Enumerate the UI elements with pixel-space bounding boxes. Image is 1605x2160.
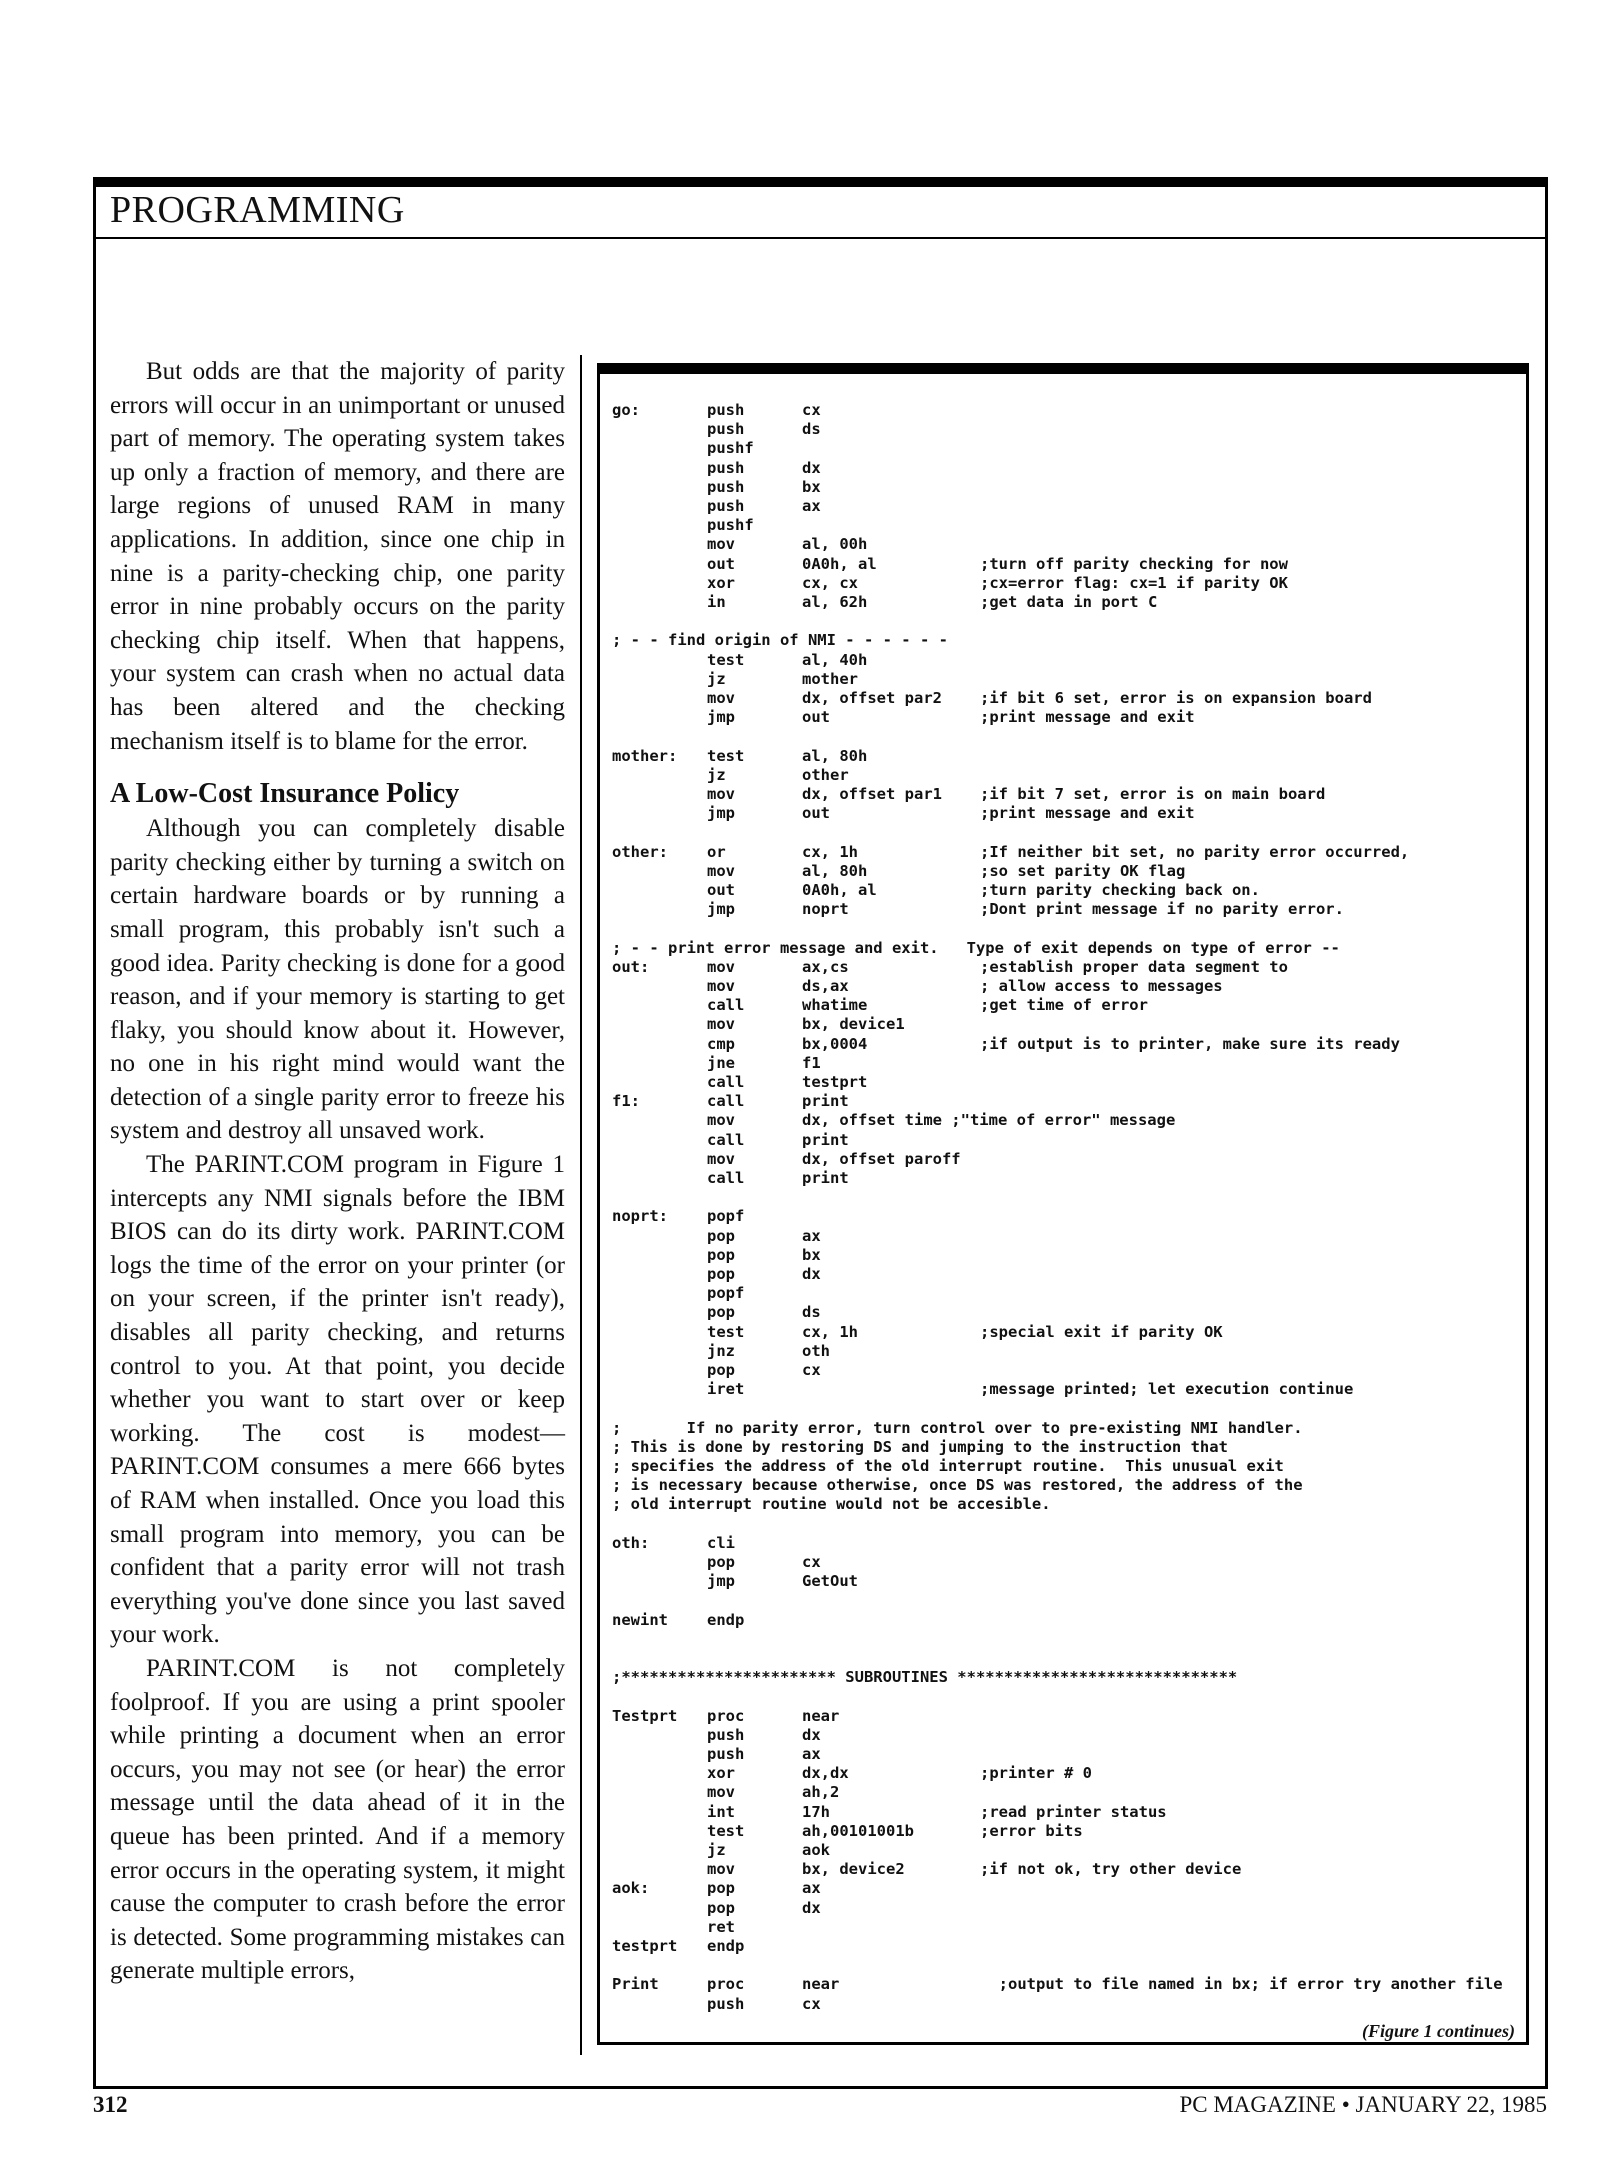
code-comment: ;if output is to printer, make sure its ready — [980, 1034, 1400, 1053]
code-operand: bx, device2 — [802, 1860, 905, 1879]
title-divider — [93, 237, 1548, 239]
code-comment: ;print message and exit — [980, 804, 1195, 823]
page-number: 312 — [93, 2092, 128, 2117]
code-line — [612, 1303, 1522, 1322]
code-line — [612, 1630, 1522, 1649]
code-operand: ax — [802, 1226, 821, 1245]
code-text — [612, 1188, 621, 1207]
code-mnemonic: push — [707, 420, 745, 439]
code-line — [612, 612, 1522, 631]
code-operand: out — [802, 708, 830, 727]
code-mnemonic: test — [707, 746, 745, 765]
code-line — [612, 1822, 1522, 1841]
code-line — [612, 1188, 1522, 1207]
code-mnemonic: mov — [707, 861, 735, 880]
code-line — [612, 708, 1522, 727]
code-mnemonic: mov — [707, 1149, 735, 1168]
code-line — [612, 1591, 1522, 1610]
code-line — [612, 881, 1522, 900]
code-mnemonic: pop — [707, 1303, 735, 1322]
code-mnemonic: mov — [707, 1783, 735, 1802]
code-line — [612, 516, 1522, 535]
code-mnemonic: pushf — [707, 439, 754, 458]
code-mnemonic: mov — [707, 957, 735, 976]
section-title: PROGRAMMING — [110, 189, 405, 231]
code-text — [612, 727, 621, 746]
code-comment: ;establish proper data segment to — [980, 957, 1288, 976]
code-operand: dx,dx — [802, 1764, 849, 1783]
code-line — [612, 1553, 1522, 1572]
code-operand: 0A0h, al — [802, 881, 877, 899]
code-mnemonic: call — [707, 996, 745, 1015]
code-mnemonic: jz — [707, 669, 726, 688]
code-mnemonic: test — [707, 1821, 745, 1840]
code-line — [612, 996, 1522, 1015]
code-label: out: — [612, 957, 650, 976]
code-line — [612, 1284, 1522, 1303]
code-operand: al, 62h — [802, 593, 868, 611]
code-label: Print — [612, 1975, 659, 1994]
code-operand: oth — [802, 1341, 830, 1360]
code-operand: testprt — [802, 1073, 868, 1091]
code-line — [612, 727, 1522, 746]
code-label: testprt — [612, 1937, 678, 1955]
code-line — [612, 1342, 1522, 1361]
code-line — [612, 1438, 1522, 1457]
code-comment: ;if bit 7 set, error is on main board — [980, 785, 1326, 803]
code-label: mother: — [612, 746, 678, 765]
code-line — [612, 1015, 1522, 1034]
code-line — [612, 1803, 1522, 1822]
code-line — [612, 439, 1522, 458]
code-line — [612, 1879, 1522, 1898]
code-text — [612, 1515, 621, 1534]
code-operand: cx — [802, 1994, 821, 2013]
code-line — [612, 1745, 1522, 1764]
code-line — [612, 1611, 1522, 1630]
code-line — [612, 1246, 1522, 1265]
code-operand: ah,00101001b — [802, 1821, 914, 1840]
code-mnemonic: endp — [707, 1610, 745, 1629]
code-mnemonic: cmp — [707, 1034, 735, 1053]
figure-continues-note: (Figure 1 continues) — [1361, 2021, 1515, 2041]
code-mnemonic: xor — [707, 573, 735, 592]
code-mnemonic: call — [707, 1073, 745, 1091]
code-comment: ;turn parity checking back on. — [980, 881, 1260, 899]
code-mnemonic: pop — [707, 1553, 735, 1571]
code-line — [612, 1169, 1522, 1188]
code-label: f1: — [612, 1092, 640, 1111]
code-line — [612, 939, 1522, 958]
code-mnemonic: call — [707, 1092, 745, 1111]
code-operand: dx, offset paroff — [802, 1149, 961, 1168]
code-label: other: — [612, 842, 668, 861]
code-text — [612, 1687, 621, 1706]
code-line — [612, 1073, 1522, 1092]
code-operand: dx — [802, 1725, 821, 1744]
code-operand: al, 80h — [802, 746, 868, 765]
magazine-footer: PC MAGAZINE • JANUARY 22, 1985 — [1179, 2092, 1547, 2117]
code-mnemonic: mov — [707, 689, 735, 707]
code-line — [612, 1515, 1522, 1534]
code-mnemonic: call — [707, 1169, 745, 1187]
code-line — [612, 1860, 1522, 1879]
code-line — [612, 1918, 1522, 1937]
code-line — [612, 1399, 1522, 1418]
code-line — [612, 1495, 1522, 1514]
code-mnemonic: xor — [707, 1764, 735, 1783]
code-line — [612, 823, 1522, 842]
code-comment: ;output to file named in bx; if error try another file — [980, 1975, 1503, 1994]
code-line — [612, 958, 1522, 977]
code-operand: near — [802, 1706, 840, 1725]
code-operand: al, 80h — [802, 861, 868, 880]
code-line — [612, 1092, 1522, 1111]
code-mnemonic: mov — [707, 535, 735, 554]
code-operand: bx, device1 — [802, 1015, 905, 1034]
code-operand: GetOut — [802, 1572, 858, 1591]
code-line — [612, 535, 1522, 554]
code-mnemonic: push — [707, 1725, 745, 1744]
code-text: ; - - print error message and exit. Type of exit depends on type of error -- — [612, 938, 1340, 957]
code-operand: ax — [802, 1879, 821, 1898]
code-line — [612, 420, 1522, 439]
code-comment: ;printer # 0 — [980, 1764, 1092, 1783]
code-mnemonic: popf — [707, 1207, 745, 1226]
code-operand: dx — [802, 1898, 821, 1917]
code-text — [612, 612, 621, 631]
code-comment: ; allow access to messages — [980, 977, 1223, 995]
code-line — [612, 651, 1522, 670]
code-comment: ;cx=error flag: cx=1 if parity OK — [980, 573, 1288, 592]
code-text: ; specifies the address of the old interrupt routine. This unusual exit — [612, 1457, 1284, 1475]
code-mnemonic: test — [707, 1322, 745, 1341]
code-operand: ax — [802, 497, 821, 515]
code-line — [612, 843, 1522, 862]
code-mnemonic: jz — [707, 765, 726, 784]
code-line — [612, 459, 1522, 478]
code-line — [612, 862, 1522, 881]
code-label: oth: — [612, 1533, 650, 1552]
code-mnemonic: pop — [707, 1361, 735, 1379]
code-line — [612, 1687, 1522, 1706]
code-comment: ;message printed; let execution continue — [980, 1380, 1354, 1399]
code-line — [612, 1783, 1522, 1802]
code-mnemonic: push — [707, 477, 745, 496]
code-text — [612, 823, 621, 842]
code-line — [612, 1899, 1522, 1918]
code-operand: ax — [802, 1745, 821, 1763]
code-operand: aok — [802, 1841, 830, 1859]
code-text — [612, 919, 621, 938]
code-line — [612, 1457, 1522, 1476]
code-text: ; old interrupt routine would not be accesible. — [612, 1495, 1051, 1514]
code-text — [612, 1591, 621, 1610]
code-line — [612, 1764, 1522, 1783]
code-operand: al, 40h — [802, 650, 868, 669]
code-operand: cx — [802, 1361, 821, 1379]
code-line — [612, 631, 1522, 650]
code-mnemonic: pushf — [707, 516, 754, 535]
code-mnemonic: mov — [707, 1111, 735, 1130]
code-label: aok: — [612, 1879, 650, 1898]
paragraph-4: PARINT.COM is not completely foolproof. If you are using a print spooler while printing a document when an error occurs, you may not see (or hear) the error message until the data ahead of it in the queue has been printed. And if a memory error occurs in the operating system, it might cause the computer to crash before the error is detected. Some programming mistakes can generate multiple errors, — [110, 1654, 565, 1985]
code-mnemonic: push — [707, 458, 745, 477]
code-mnemonic: jne — [707, 1053, 735, 1072]
code-line — [612, 1841, 1522, 1860]
code-line — [612, 747, 1522, 766]
code-line — [612, 555, 1522, 574]
code-line — [612, 785, 1522, 804]
code-operand: noprt — [802, 900, 849, 919]
code-operand: ds,ax — [802, 977, 849, 995]
code-operand: f1 — [802, 1053, 821, 1072]
code-mnemonic: call — [707, 1130, 745, 1149]
code-line — [612, 919, 1522, 938]
code-operand: print — [802, 1092, 849, 1111]
code-operand: other — [802, 765, 849, 784]
code-text — [612, 1649, 621, 1668]
code-line — [612, 1937, 1522, 1956]
code-line — [612, 900, 1522, 919]
code-mnemonic: jmp — [707, 804, 735, 823]
code-operand: al, 00h — [802, 535, 868, 554]
code-operand: dx, offset par1 — [802, 785, 942, 803]
code-line — [612, 1361, 1522, 1380]
code-mnemonic: jmp — [707, 1572, 735, 1591]
code-operand: ds — [802, 420, 821, 439]
code-operand: print — [802, 1130, 849, 1149]
code-mnemonic: or — [707, 842, 726, 861]
code-operand: cx, 1h — [802, 1322, 858, 1341]
article-column — [110, 355, 565, 1988]
code-operand: bx — [802, 477, 821, 496]
code-mnemonic: test — [707, 650, 745, 669]
code-mnemonic: ret — [707, 1917, 735, 1936]
code-mnemonic: push — [707, 1745, 745, 1763]
code-line — [612, 1572, 1522, 1591]
code-mnemonic: popf — [707, 1284, 745, 1303]
code-mnemonic: jmp — [707, 708, 735, 727]
code-operand: near — [802, 1975, 840, 1994]
code-operand: dx — [802, 458, 821, 477]
code-line — [612, 1995, 1522, 2014]
code-operand: ah,2 — [802, 1783, 840, 1802]
code-mnemonic: mov — [707, 785, 735, 803]
code-line — [612, 1956, 1522, 1975]
code-operand: ds — [802, 1303, 821, 1322]
column-divider — [580, 355, 582, 2055]
code-mnemonic: cli — [707, 1533, 735, 1552]
code-line — [612, 1476, 1522, 1495]
code-line — [612, 1707, 1522, 1726]
code-mnemonic: int — [707, 1802, 735, 1821]
code-operand: cx, 1h — [802, 842, 858, 861]
code-text — [612, 1630, 621, 1649]
code-operand: print — [802, 1169, 849, 1187]
code-comment: ;read printer status — [980, 1802, 1167, 1821]
code-mnemonic: out — [707, 881, 735, 899]
code-line — [612, 574, 1522, 593]
code-mnemonic: push — [707, 401, 745, 419]
code-line — [612, 1054, 1522, 1073]
code-mnemonic: mov — [707, 1015, 735, 1034]
code-line — [612, 1419, 1522, 1438]
code-comment: ;error bits — [980, 1821, 1083, 1840]
code-line — [612, 1207, 1522, 1226]
code-line — [612, 1111, 1522, 1130]
code-line — [612, 689, 1522, 708]
code-mnemonic: push — [707, 497, 745, 515]
code-comment: ;If neither bit set, no parity error occurred, — [980, 842, 1410, 861]
code-mnemonic: mov — [707, 977, 735, 995]
code-mnemonic: endp — [707, 1937, 745, 1955]
code-line — [612, 1323, 1522, 1342]
code-operand: cx — [802, 401, 821, 419]
code-text — [612, 1956, 621, 1975]
code-line — [612, 1534, 1522, 1553]
code-text: ; If no parity error, turn control over to pre-existing NMI handler. — [612, 1418, 1303, 1437]
code-line — [612, 977, 1522, 996]
code-line — [612, 1035, 1522, 1054]
code-line — [612, 1726, 1522, 1745]
paragraph-3: The PARINT.COM program in Figure 1 intercepts any NMI signals before the IBM BIOS can do its dirty work. PARINT.COM logs the time of the error on your printer (or on your screen, if the printer isn't ready), disables all parity checking, and returns control to you. At that point, you decide whether you want to start over or keep working. The cost is modest—PARINT.COM consumes a mere 666 bytes of RAM when installed. Once you load this small program into memory, you can be confident that a parity error will not trash everything you've done since you last saved your work. — [110, 1151, 565, 1649]
code-mnemonic: push — [707, 1994, 745, 2013]
code-mnemonic: proc — [707, 1706, 745, 1725]
code-operand: bx — [802, 1245, 821, 1264]
code-comment: ;turn off parity checking for now — [980, 554, 1288, 573]
code-comment: ;so set parity OK flag — [980, 861, 1186, 880]
code-operand: cx — [802, 1553, 821, 1571]
paragraph-2: Although you can completely disable parity checking either by turning a switch on certain hardware boards or by running a small program, this probably isn't such a good idea. Parity checking is done for a good reason, and if your memory is starting to get flaky, you should know about it. However, no one in his right mind would want the detection of a single parity error to freeze his system and destroy all unsaved work. — [110, 815, 565, 1145]
code-line — [612, 1668, 1522, 1687]
code-mnemonic: pop — [707, 1898, 735, 1917]
code-line — [612, 1150, 1522, 1169]
code-text: ; is necessary because otherwise, once DS was restored, the address of the — [612, 1476, 1303, 1495]
code-mnemonic: iret — [707, 1380, 745, 1399]
code-text — [612, 1399, 621, 1418]
code-operand: 0A0h, al — [802, 554, 877, 573]
code-operand: out — [802, 804, 830, 823]
code-mnemonic: in — [707, 593, 726, 611]
code-mnemonic: mov — [707, 1860, 735, 1879]
code-line — [612, 670, 1522, 689]
code-text: ; - - find origin of NMI - - - - - - — [612, 631, 948, 650]
code-label: newint — [612, 1610, 668, 1629]
code-line — [612, 593, 1522, 612]
code-operand: whatime — [802, 996, 868, 1015]
code-comment: ;Dont print message if no parity error. — [980, 900, 1344, 919]
code-line — [612, 1265, 1522, 1284]
code-operand: 17h — [802, 1802, 830, 1821]
code-mnemonic: jz — [707, 1841, 726, 1859]
code-operand: bx,0004 — [802, 1034, 868, 1053]
code-line — [612, 478, 1522, 497]
code-line — [612, 1227, 1522, 1246]
code-label: noprt: — [612, 1207, 668, 1226]
code-mnemonic: pop — [707, 1879, 735, 1898]
code-text: ; This is done by restoring DS and jumping to the instruction that — [612, 1437, 1228, 1456]
code-line — [612, 804, 1522, 823]
code-comment: ;get data in port C — [980, 593, 1158, 611]
code-comment: ;get time of error — [980, 996, 1148, 1015]
code-mnemonic: jnz — [707, 1341, 735, 1360]
code-operand: ax,cs — [802, 957, 849, 976]
code-operand: dx, offset par2 — [802, 689, 942, 707]
code-line — [612, 1131, 1522, 1150]
code-line — [612, 1975, 1522, 1994]
code-line — [612, 1649, 1522, 1668]
code-operand: cx, cx — [802, 573, 858, 592]
code-operand: mother — [802, 669, 858, 688]
code-mnemonic: pop — [707, 1265, 735, 1283]
code-line — [612, 497, 1522, 516]
code-mnemonic: jmp — [707, 900, 735, 919]
code-label: go: — [612, 401, 640, 419]
code-mnemonic: pop — [707, 1245, 735, 1264]
code-line — [612, 1380, 1522, 1399]
code-comment: ;special exit if parity OK — [980, 1322, 1223, 1341]
code-operand: dx — [802, 1265, 821, 1283]
code-comment: ;print message and exit — [980, 708, 1195, 727]
code-comment: ;if bit 6 set, error is on expansion board — [980, 689, 1372, 707]
paragraph-1: But odds are that the majority of parity errors will occur in an unimportant or unused part of memory. The operating system takes up only a fraction of memory, and there are large regions of unused RAM in many applications. In addition, since one chip in nine is a parity-checking chip, one parity error in nine probably occurs on the parity checking chip itself. When that happens, your system can crash when no actual data has been altered and the checking mechanism itself is to blame for the error. — [110, 358, 565, 755]
code-mnemonic: proc — [707, 1975, 745, 1994]
code-comment: ;if not ok, try other device — [980, 1860, 1242, 1879]
code-line — [612, 401, 1522, 420]
code-text: ;*********************** SUBROUTINES ****************************** — [612, 1668, 1238, 1687]
code-mnemonic: pop — [707, 1226, 735, 1245]
code-mnemonic: out — [707, 554, 735, 573]
code-line — [612, 766, 1522, 785]
code-operand: dx, offset time ;"time of error" message — [802, 1111, 1176, 1130]
subheading: A Low-Cost Insurance Policy — [110, 778, 460, 810]
code-label: Testprt — [612, 1706, 678, 1725]
